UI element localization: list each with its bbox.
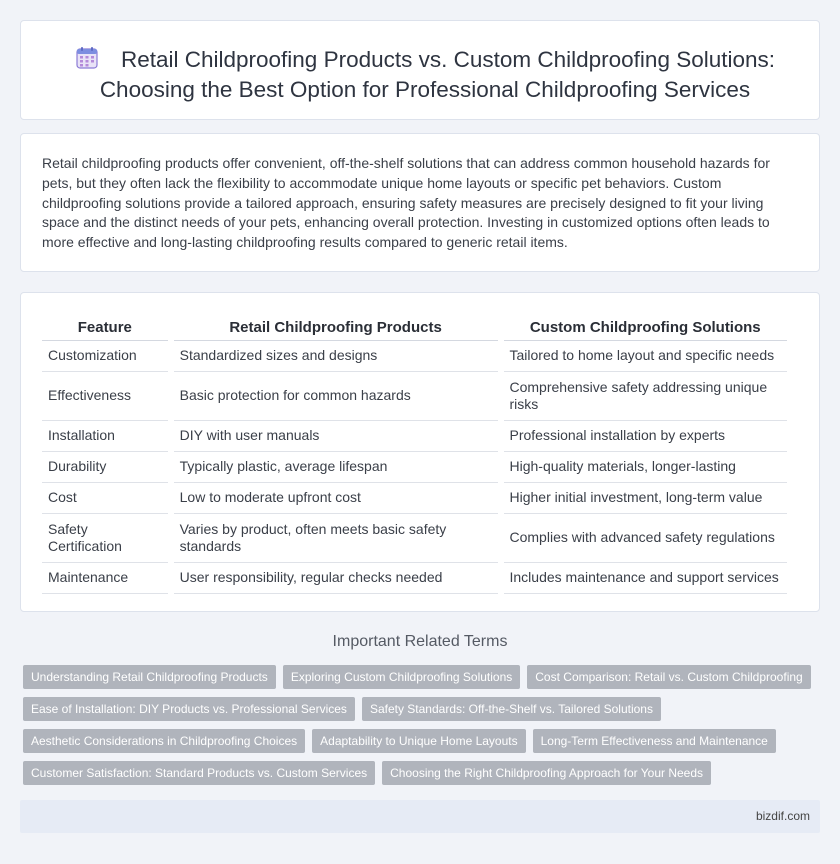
- related-term-tag[interactable]: Safety Standards: Off-the-Shelf vs. Tailored Solutions: [362, 697, 661, 721]
- related-term-tag[interactable]: Exploring Custom Childproofing Solutions: [283, 665, 520, 689]
- related-terms-list: [23, 665, 823, 793]
- related-term-tag[interactable]: Customer Satisfaction: Standard Products vs. Custom Services: [23, 761, 375, 785]
- footer-site-link[interactable]: bizdif.com: [755, 809, 810, 823]
- table-row: [42, 483, 787, 514]
- table-cell: Standardized sizes and designs: [174, 341, 498, 372]
- table-cell: DIY with user manuals: [174, 421, 498, 452]
- tag-row: [23, 729, 823, 761]
- related-term-tag[interactable]: Adaptability to Unique Home Layouts: [312, 729, 525, 753]
- table-cell: Cost: [42, 483, 168, 514]
- title-text: Retail Childproofing Products vs. Custom Childproofing Solutions: Choosing the Best Option for Professional Childproofing Services: [99, 47, 776, 102]
- tag-row: [23, 761, 823, 793]
- comparison-table: [36, 316, 793, 594]
- table-cell: Professional installation by experts: [504, 421, 788, 452]
- related-term-tag[interactable]: Choosing the Right Childproofing Approach for Your Needs: [382, 761, 711, 785]
- footer: [20, 800, 820, 833]
- table-row: [42, 372, 787, 421]
- table-cell: Low to moderate upfront cost: [174, 483, 498, 514]
- table-cell: Comprehensive safety addressing unique risks: [504, 372, 788, 421]
- title-card: [20, 20, 820, 120]
- table-row: [42, 421, 787, 452]
- column-header: Retail Childproofing Products: [174, 316, 498, 341]
- table-row: [42, 341, 787, 372]
- related-term-tag[interactable]: Long-Term Effectiveness and Maintenance: [533, 729, 776, 753]
- table-cell: Includes maintenance and support services: [504, 563, 788, 594]
- related-terms-heading: Important Related Terms: [332, 633, 508, 650]
- column-header: Feature: [42, 316, 168, 341]
- table-cell: High-quality materials, longer-lasting: [504, 452, 788, 483]
- table-header-row: [42, 316, 787, 341]
- related-term-tag[interactable]: Cost Comparison: Retail vs. Custom Childproofing: [527, 665, 810, 689]
- comparison-card: [20, 292, 820, 612]
- table-cell: Maintenance: [42, 563, 168, 594]
- column-header: Custom Childproofing Solutions: [504, 316, 788, 341]
- table-cell: Durability: [42, 452, 168, 483]
- table-cell: Typically plastic, average lifespan: [174, 452, 498, 483]
- table-cell: Installation: [42, 421, 168, 452]
- table-cell: Tailored to home layout and specific needs: [504, 341, 788, 372]
- table-cell: Higher initial investment, long-term value: [504, 483, 788, 514]
- intro-paragraph: Retail childproofing products offer convenient, off-the-shelf solutions that can address common household hazards for pets, but they often lack the flexibility to accommodate unique home layouts or specific pet behaviors. Custom childproofing solutions provide a tailored approach, ensuring safety measures are precisely designed to fit your living space and the distinct needs of your pets, enhancing overall protection. Investing in customized options often leads to more effective and long-lasting childproofing results compared to generic retail items.: [42, 155, 770, 251]
- table-row: [42, 563, 787, 594]
- table-row: [42, 452, 787, 483]
- related-term-tag[interactable]: Aesthetic Considerations in Childproofing Choices: [23, 729, 305, 753]
- table-cell: Basic protection for common hazards: [174, 372, 498, 421]
- intro-card: [20, 133, 820, 272]
- page-title: [51, 45, 799, 105]
- related-term-tag[interactable]: Ease of Installation: DIY Products vs. Professional Services: [23, 697, 355, 721]
- table-cell: Safety Certification: [42, 514, 168, 563]
- table-cell: Varies by product, often meets basic safety standards: [174, 514, 498, 563]
- related-term-tag[interactable]: Understanding Retail Childproofing Products: [23, 665, 276, 689]
- table-cell: Complies with advanced safety regulations: [504, 514, 788, 563]
- table-cell: User responsibility, regular checks needed: [174, 563, 498, 594]
- table-row: [42, 514, 787, 563]
- table-cell: Customization: [42, 341, 168, 372]
- tag-row: [23, 697, 823, 729]
- table-cell: Effectiveness: [42, 372, 168, 421]
- tag-row: [23, 665, 823, 697]
- calendar-icon: [75, 46, 99, 70]
